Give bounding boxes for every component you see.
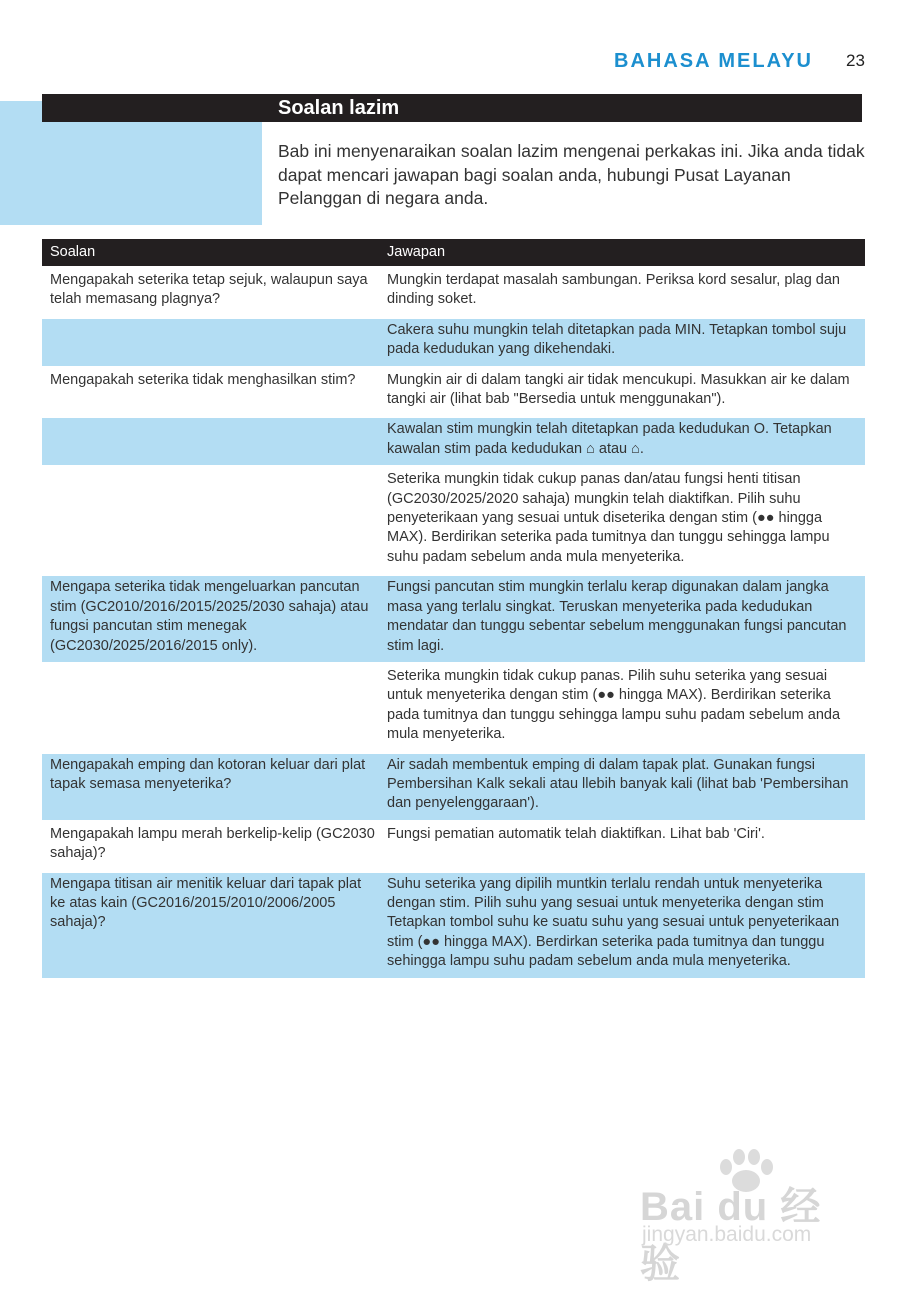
question-cell: Mengapakah seterika tetap sejuk, walaupun saya telah memasang plagnya? <box>50 272 368 308</box>
watermark <box>640 1145 850 1286</box>
answer-cell: Kawalan stim mungkin telah ditetapkan pada kedudukan O. Tetapkan kawalan stim pada kedudukan ⌂ atau ⌂. <box>387 421 832 457</box>
answer-cell: Suhu seterika yang dipilih muntkin terlalu rendah untuk menyeterika dengan stim. Pilih suhu yang sesuai untuk menyeterika dengan stim Tetapkan tombol suhu ke suatu suhu yang sesuai untuk penyeterikaan stim (●● hingga MAX). Berdirkan seterika pada tumitnya dan tunggu sehingga lampu suhu padam sebelum anda mula menyeterika. <box>387 875 840 970</box>
answer-cell: Fungsi pematian automatik telah diaktifkan. Lihat bab 'Ciri'. <box>387 825 765 842</box>
answer-cell: Fungsi pancutan stim mungkin terlalu kerap digunakan dalam jangka masa yang terlalu singkat. Teruskan menyeterika pada kedudukan mendatar dan tunggu sebentar sebelum menggunakan fungsi pancutan stim lagi. <box>387 579 847 654</box>
question-cell <box>42 468 379 573</box>
faq-table <box>42 239 865 978</box>
watermark-url: jingyan.baidu.com <box>642 1223 812 1246</box>
question-cell <box>42 665 379 751</box>
table-row <box>42 754 865 820</box>
section-title: Soalan lazim <box>278 97 400 119</box>
language-label: BAHASA MELAYU <box>614 50 813 72</box>
column-header-answer: Jawapan <box>387 244 446 260</box>
question-cell: Mengapakah lampu merah berkelip-kelip (GC2030 sahaja)? <box>50 825 375 862</box>
question-cell: Mengapa titisan air menitik keluar dari tapak plat ke atas kain (GC2016/2015/2010/2006/2005 sahaja)? <box>50 875 362 931</box>
table-row <box>42 823 865 870</box>
table-row <box>42 418 865 465</box>
question-cell: Mengapa seterika tidak mengeluarkan pancutan stim (GC2010/2016/2015/2025/2030 sahaja) atau fungsi pancutan stim menegak (GC2030/2025/2016/2015 only). <box>50 579 369 654</box>
table-row <box>42 269 865 316</box>
page-number: 23 <box>846 51 865 70</box>
question-cell <box>42 418 379 465</box>
answer-cell: Seterika mungkin tidak cukup panas. Pilih suhu seterika yang sesuai untuk menyeterika dengan stim (●● hingga MAX). Berdirikan seterika pada tumitnya dan tunggu sehingga lampu suhu padam sebelum anda mula menyeterika. <box>387 667 841 743</box>
question-cell: Mengapakah emping dan kotoran keluar dari plat tapak semasa menyeterika? <box>50 756 366 792</box>
watermark-brand: Bai du 经验 <box>640 1185 822 1286</box>
section-title-bar <box>42 94 862 122</box>
table-row <box>42 873 865 978</box>
answer-cell: Air sadah membentuk emping di dalam tapak plat. Gunakan fungsi Pembersihan Kalk sekali atau llebih banyak kali (lihat bab 'Pembersihan dan penyelenggaraan'). <box>387 756 849 812</box>
answer-cell: Seterika mungkin tidak cukup panas dan/atau fungsi henti titisan (GC2030/2025/2020 sahaja) mungkin telah diaktifkan. Pilih suhu penyeterikaan yang sesuai untuk diseterika dengan stim (●● hingga MAX). Berdirikan seterika pada tumitnya dan tunggu sehingga lampu suhu padam sebelum anda mula menyeterika. <box>387 471 830 565</box>
table-row <box>42 369 865 416</box>
section-intro: Bab ini menyenaraikan soalan lazim mengenai perkakas ini. Jika anda tidak dapat mencari jawapan bagi soalan anda, hubungi Pusat Layanan Pelanggan di negara anda. <box>278 141 865 208</box>
question-cell: Mengapakah seterika tidak menghasilkan stim? <box>50 371 356 388</box>
table-row <box>42 665 865 751</box>
answer-cell: Cakera suhu mungkin telah ditetapkan pada MIN. Tetapkan tombol suju pada kedudukan yang dikehendaki. <box>387 321 847 358</box>
question-cell <box>42 319 379 366</box>
table-row <box>42 576 865 662</box>
table-row <box>42 319 865 366</box>
answer-cell: Mungkin terdapat masalah sambungan. Periksa kord sesalur, plag dan dinding soket. <box>387 272 840 308</box>
table-row <box>42 468 865 573</box>
faq-table-header <box>42 239 865 266</box>
answer-cell: Mungkin air di dalam tangki air tidak mencukupi. Masukkan air ke dalam tangki air (lihat bab "Bersedia untuk menggunakan"). <box>387 371 850 408</box>
column-header-question: Soalan <box>50 244 96 260</box>
